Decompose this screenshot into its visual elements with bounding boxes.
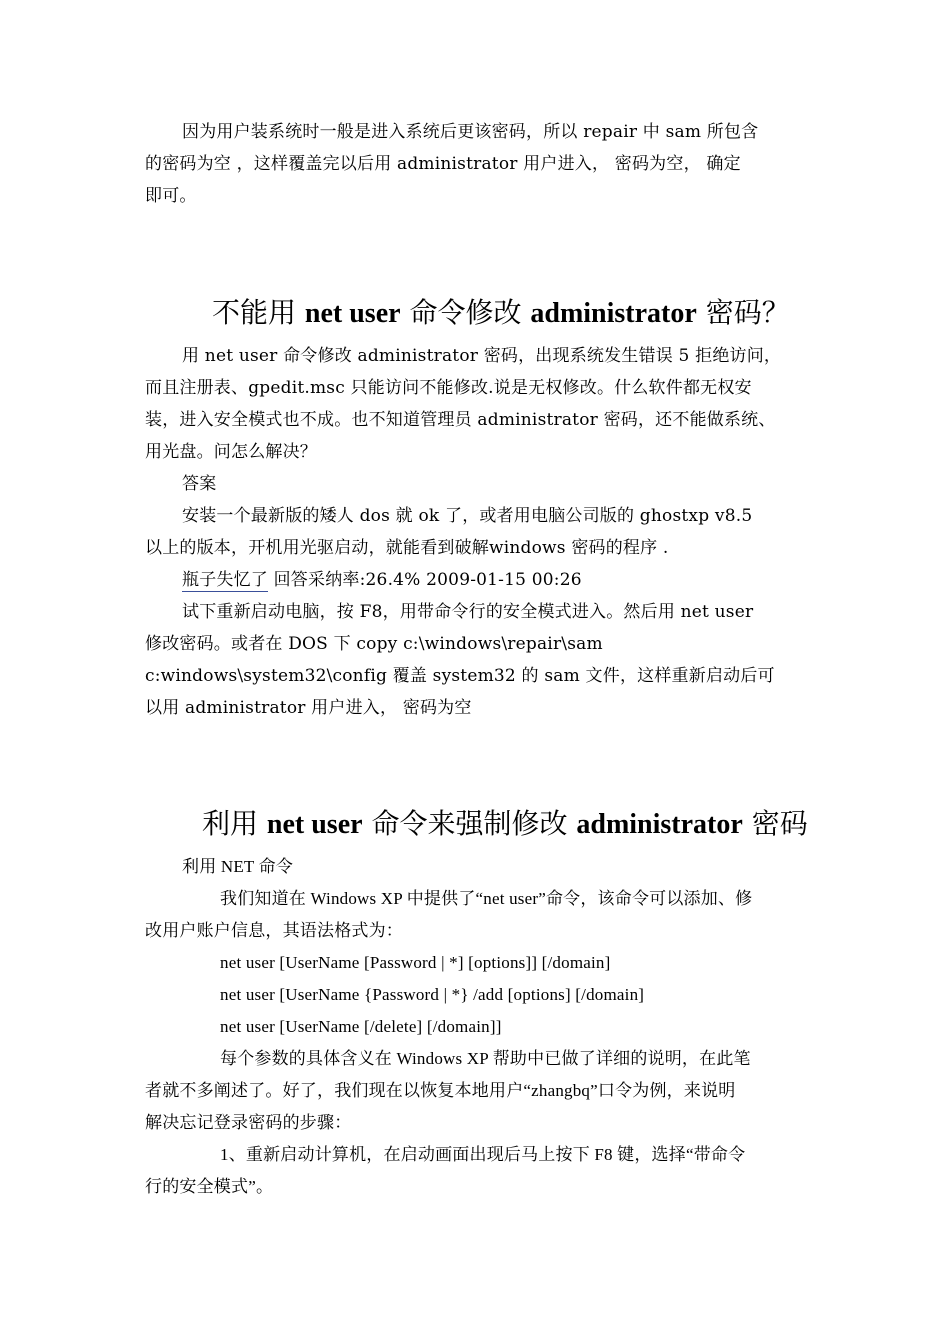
answer-meta-line [182, 568, 582, 592]
section-heading [202, 806, 808, 843]
paragraph-line: 1、重新启动计算机，在启动画面出现后马上按下 F8 键，选择“带命令 [220, 1145, 746, 1164]
paragraph-line: 安装一个最新版的矮人 dos 就 ok 了，或者用电脑公司版的 ghostxp v8.5 [182, 506, 753, 526]
paragraph-line: c:windows\system32\config 覆盖 system32 的 sam 文件，这样重新启动后可 [145, 666, 775, 686]
syntax-line: net user [UserName [Password | *] [options]] [/domain] [220, 953, 611, 972]
paragraph-line: 改用户账户信息，其语法格式为： [145, 921, 403, 940]
paragraph-line: 的密码为空 ，这样覆盖完以后用 administrator 用户进入， 密码为空， 确定 [145, 154, 741, 174]
heading-text: 命令来强制修改 [362, 807, 577, 840]
syntax-line: net user [UserName {Password | *} /add [options] [/domain] [220, 985, 645, 1004]
heading-text: 不能用 [212, 296, 305, 329]
heading-bold-text: administrator [530, 298, 697, 329]
paragraph-line: 因为用户装系统时一般是进入系统后更该密码，所以 repair 中 sam 所包含 [182, 122, 759, 142]
heading-bold-text: net user [304, 298, 401, 329]
heading-text: 密码？ [696, 296, 790, 329]
heading-text: 利用 [202, 807, 267, 840]
paragraph-line: 修改密码。或者在 DOS 下 copy c:\windows\repair\sam [145, 634, 603, 654]
syntax-line: net user [UserName [/delete] [/domain]] [220, 1017, 502, 1036]
answer-meta: 回答采纳率:26.4% 2009-01-15 00:26 [268, 570, 582, 590]
paragraph-line: 我们知道在 Windows XP 中提供了“net user”命令，该命令可以添加、修 [220, 889, 753, 908]
paragraph-line: 用光盘。问怎么解决？ [145, 442, 317, 462]
paragraph-line: 行的安全模式”。 [145, 1177, 274, 1196]
paragraph-line: 装，进入安全模式也不成。也不知道管理员 administrator 密码，还不能做系统、 [145, 410, 776, 430]
heading-bold-text: administrator [576, 809, 743, 840]
paragraph-line: 每个参数的具体含义在 Windows XP 帮助中已做了详细的说明，在此笔 [220, 1049, 751, 1068]
paragraph-line: 即可。 [145, 186, 197, 206]
paragraph-line: 解决忘记登录密码的步骤： [145, 1113, 352, 1132]
heading-text: 密码 [742, 807, 808, 840]
paragraph-line: 以用 administrator 用户进入， 密码为空 [145, 698, 472, 718]
heading-bold-text: net user [266, 809, 363, 840]
paragraph-line: 用 net user 命令修改 administrator 密码，出现系统发生错误 5 拒绝访问， [182, 346, 782, 366]
heading-text: 命令修改 [400, 296, 531, 329]
paragraph-line: 以上的版本，开机用光驱启动，就能看到破解windows 密码的程序 . [145, 538, 669, 558]
section-heading [212, 295, 790, 332]
subheading: 利用 NET 命令 [182, 857, 294, 876]
answer-label: 答案 [182, 474, 217, 494]
paragraph-line: 试下重新启动电脑，按 F8，用带命令行的安全模式进入。然后用 net user [182, 602, 754, 622]
answer-user-link[interactable]: 瓶子失忆了 [182, 570, 268, 590]
paragraph-line: 者就不多阐述了。好了，我们现在以恢复本地用户“zhangbq”口令为例，来说明 [145, 1081, 736, 1100]
paragraph-line: 而且注册表、gpedit.msc 只能访问不能修改.说是无权修改。什么软件都无权安 [145, 378, 752, 398]
